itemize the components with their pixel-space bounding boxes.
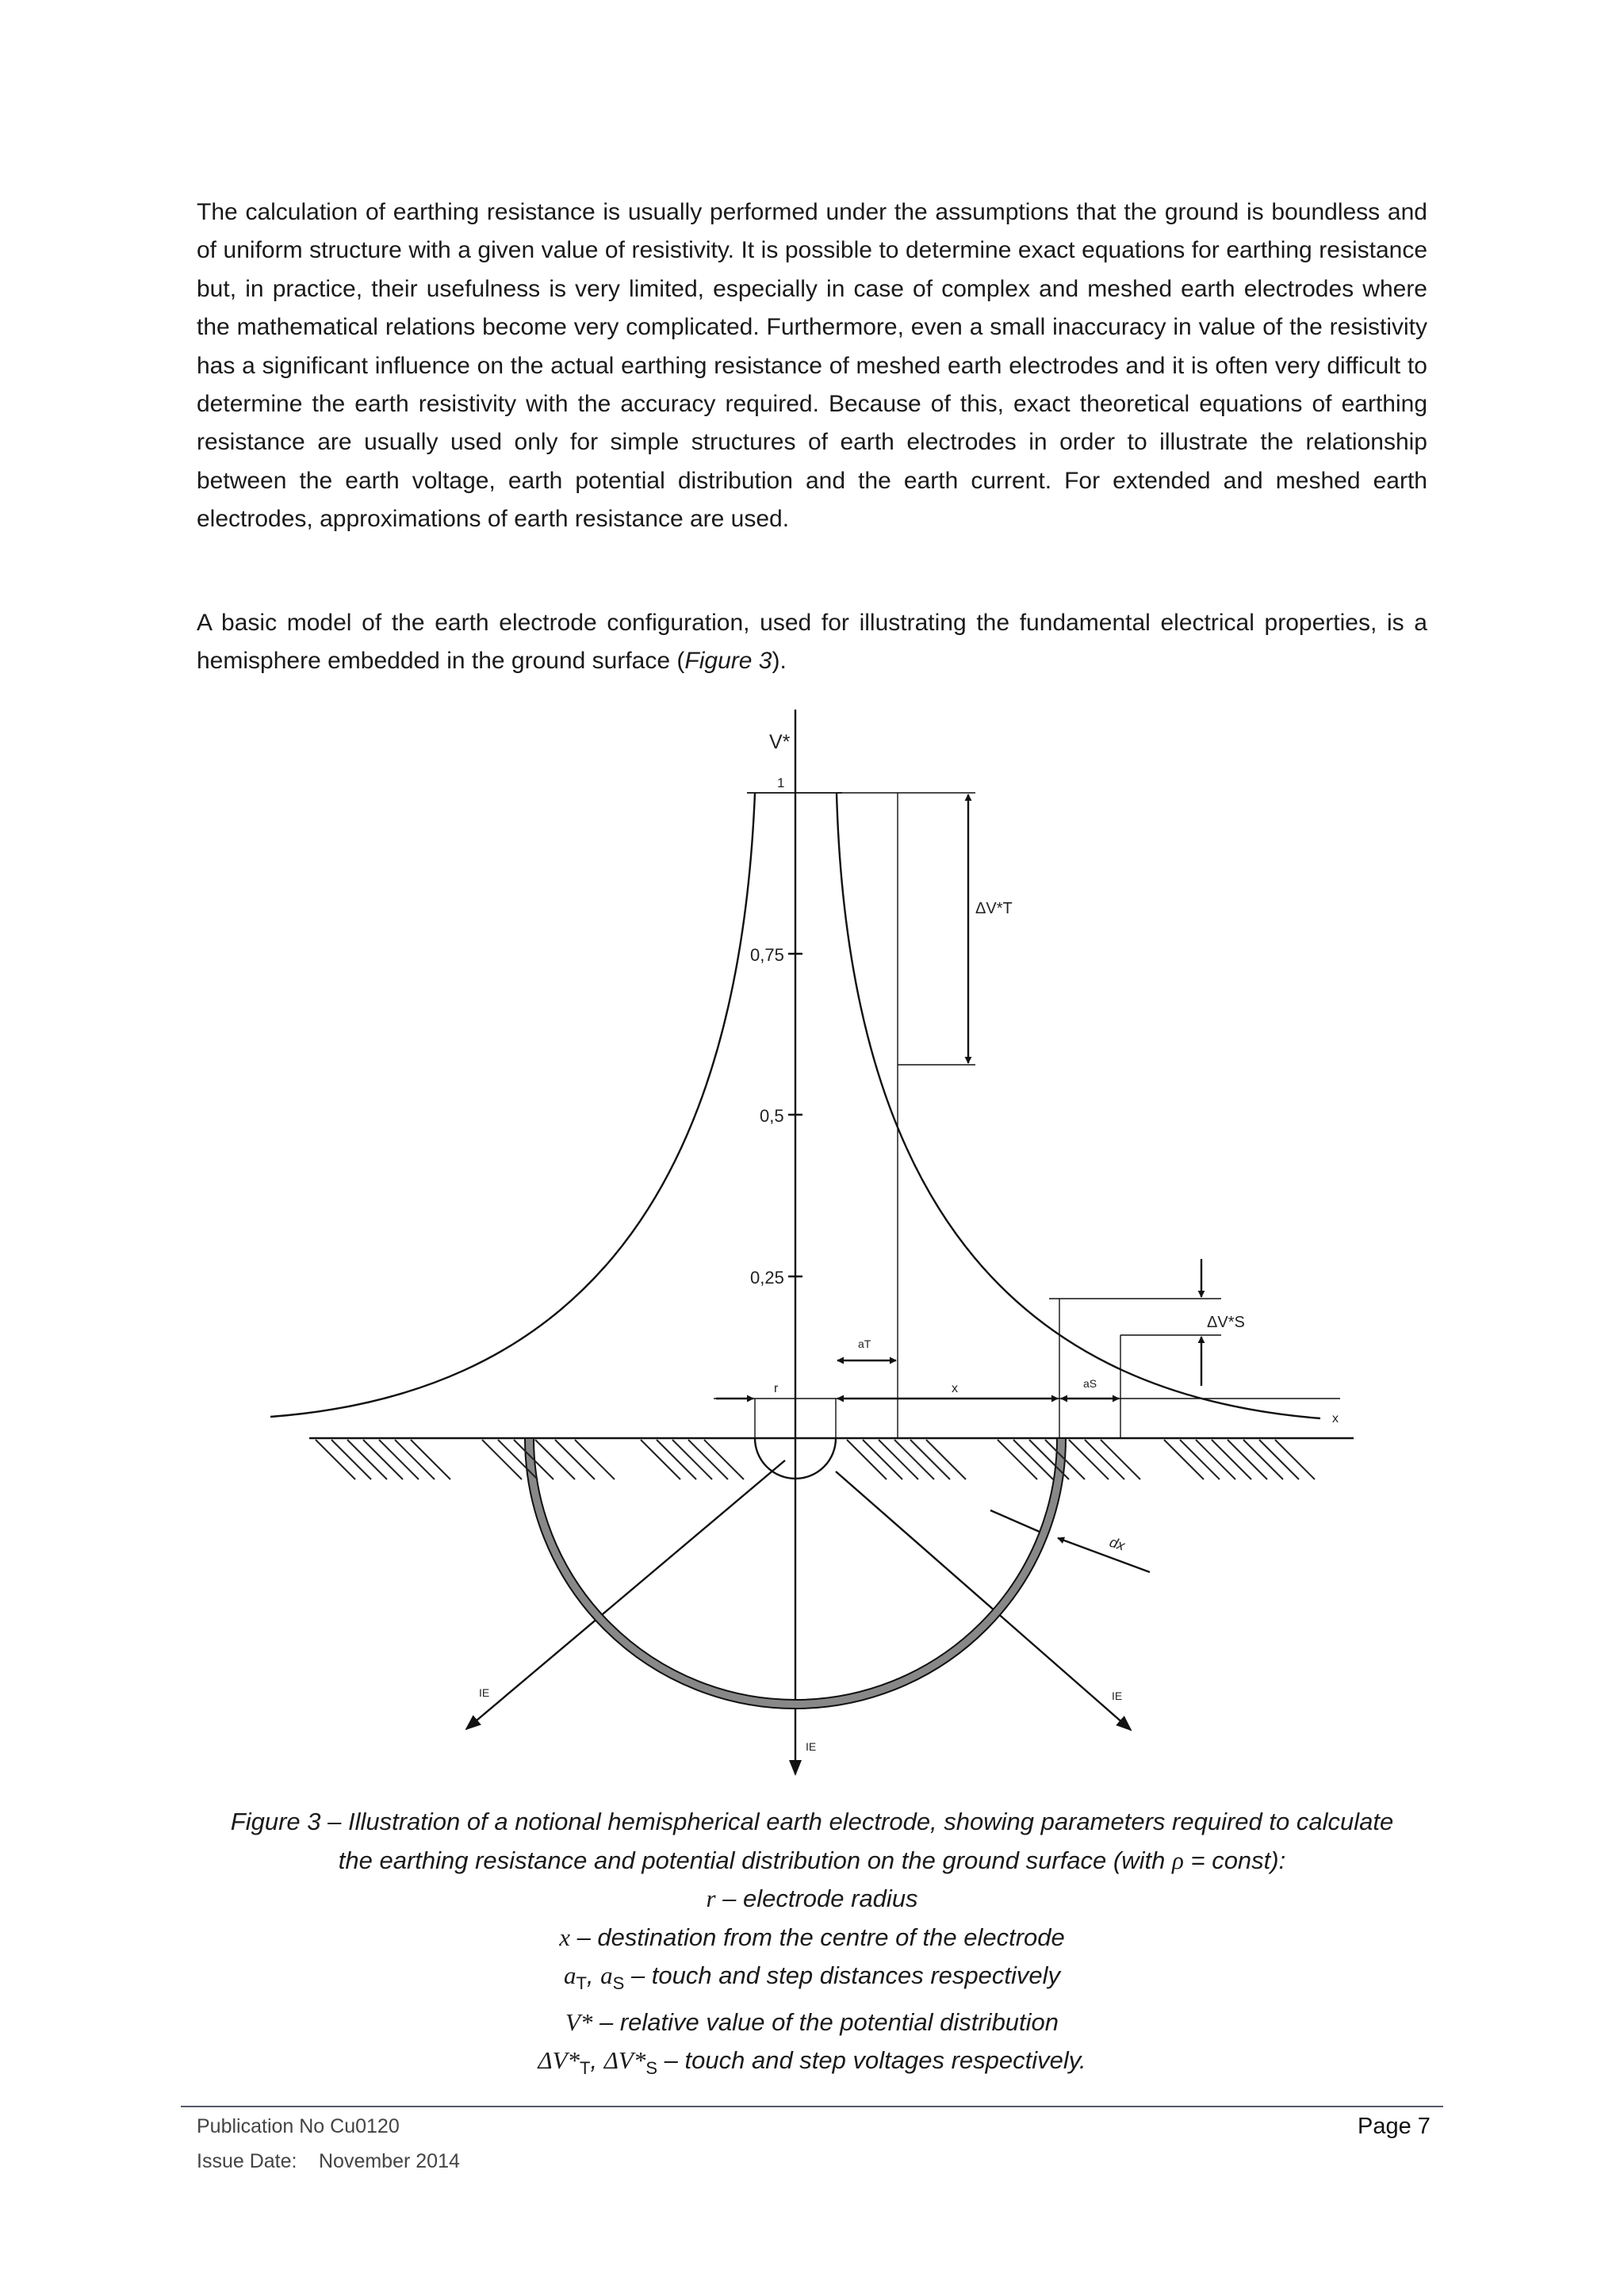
- caption-line-1: Figure 3 – Illustration of a notional hemispherical earth electrode, showing parameters required to calculate: [230, 1808, 1394, 1835]
- potential-curve-right: [837, 793, 1320, 1418]
- issue-date-label: Issue Date:: [197, 2150, 297, 2172]
- caption-line-dv: $\Delta V*_T$, $\Delta V*_S$ – touch and step voltages respectively.: [538, 2046, 1086, 2079]
- caption-line-r: r – electrode radius: [706, 1885, 918, 1912]
- current-label-right: IE: [1112, 1689, 1123, 1702]
- a-s-label: aS: [1083, 1377, 1097, 1390]
- footer-divider: [181, 2106, 1443, 2107]
- page-number: Page 7: [1358, 2114, 1431, 2139]
- tick-label-025: 0,25: [750, 1268, 784, 1288]
- delta-vs-label: ΔV*S: [1207, 1314, 1245, 1331]
- figure-reference: Figure 3: [684, 648, 772, 675]
- dx-arrow-inner: [1058, 1538, 1150, 1572]
- tick-label-1: 1: [777, 775, 785, 790]
- rho-symbol: ρ: [1171, 1846, 1184, 1874]
- potential-curve-left: [270, 793, 755, 1417]
- a-t-label: aT: [858, 1337, 871, 1350]
- tick-label-075: 0,75: [750, 945, 784, 965]
- paragraph-2-end: ).: [772, 648, 787, 675]
- dx-arrow-outer: [990, 1510, 1047, 1535]
- dx-label: dx: [1107, 1533, 1128, 1554]
- delta-vt-label: ΔV*T: [975, 900, 1013, 917]
- paragraph-2-text: A basic model of the earth electrode configuration, used for illustrating the fundamental electrical properties, is a hemisphere embedded in the ground surface (: [197, 610, 1427, 675]
- issue-date-value: November 2014: [319, 2150, 460, 2172]
- body-paragraph-1: The calculation of earthing resistance is usually performed under the assumptions that the ground is boundless and of uniform structure with a given value of resistivity. It is possible to determine exact equations for earthing resistance but, in practice, their usefulness is very limited, especially in case of complex and meshed earth electrodes where the mathematical relations become very complicated. Furthermore, even a small inaccuracy in value of the resistivity has a significant influence on the actual earthing resistance of meshed earth electrodes and it is often very difficult to determine the earth resistivity with the accuracy required. Because of this, exact theoretical equations of earthing resistance are usually used only for simple structures of earth electrodes in order to illustrate the relationship between the earth voltage, earth potential distribution and the earth current. For extended and meshed earth electrodes, approximations of earth resistance are used.: [197, 199, 1427, 533]
- caption-line-a: $a_T$, $a_S$ – touch and step distances respectively: [563, 1961, 1061, 1994]
- caption-line-x: x – destination from the centre of the electrode: [559, 1923, 1065, 1951]
- x-axis-label: x: [1332, 1412, 1339, 1425]
- current-label-left: IE: [479, 1686, 490, 1699]
- caption-line-2: the earthing resistance and potential distribution on the ground surface (with ρ = const):: [338, 1846, 1286, 1874]
- x-distance-label: x: [952, 1382, 958, 1395]
- tick-label-05: 0,5: [760, 1106, 784, 1126]
- current-label-bottom: IE: [806, 1740, 817, 1753]
- v-axis-label: V*: [769, 731, 791, 753]
- figure-caption: [197, 1803, 1427, 2088]
- current-arrow-left: [466, 1460, 785, 1729]
- publication-number: Publication No Cu0120: [197, 2115, 400, 2137]
- r-label: r: [774, 1382, 779, 1395]
- caption-line-v: V* – relative value of the potential distribution: [565, 2007, 1059, 2036]
